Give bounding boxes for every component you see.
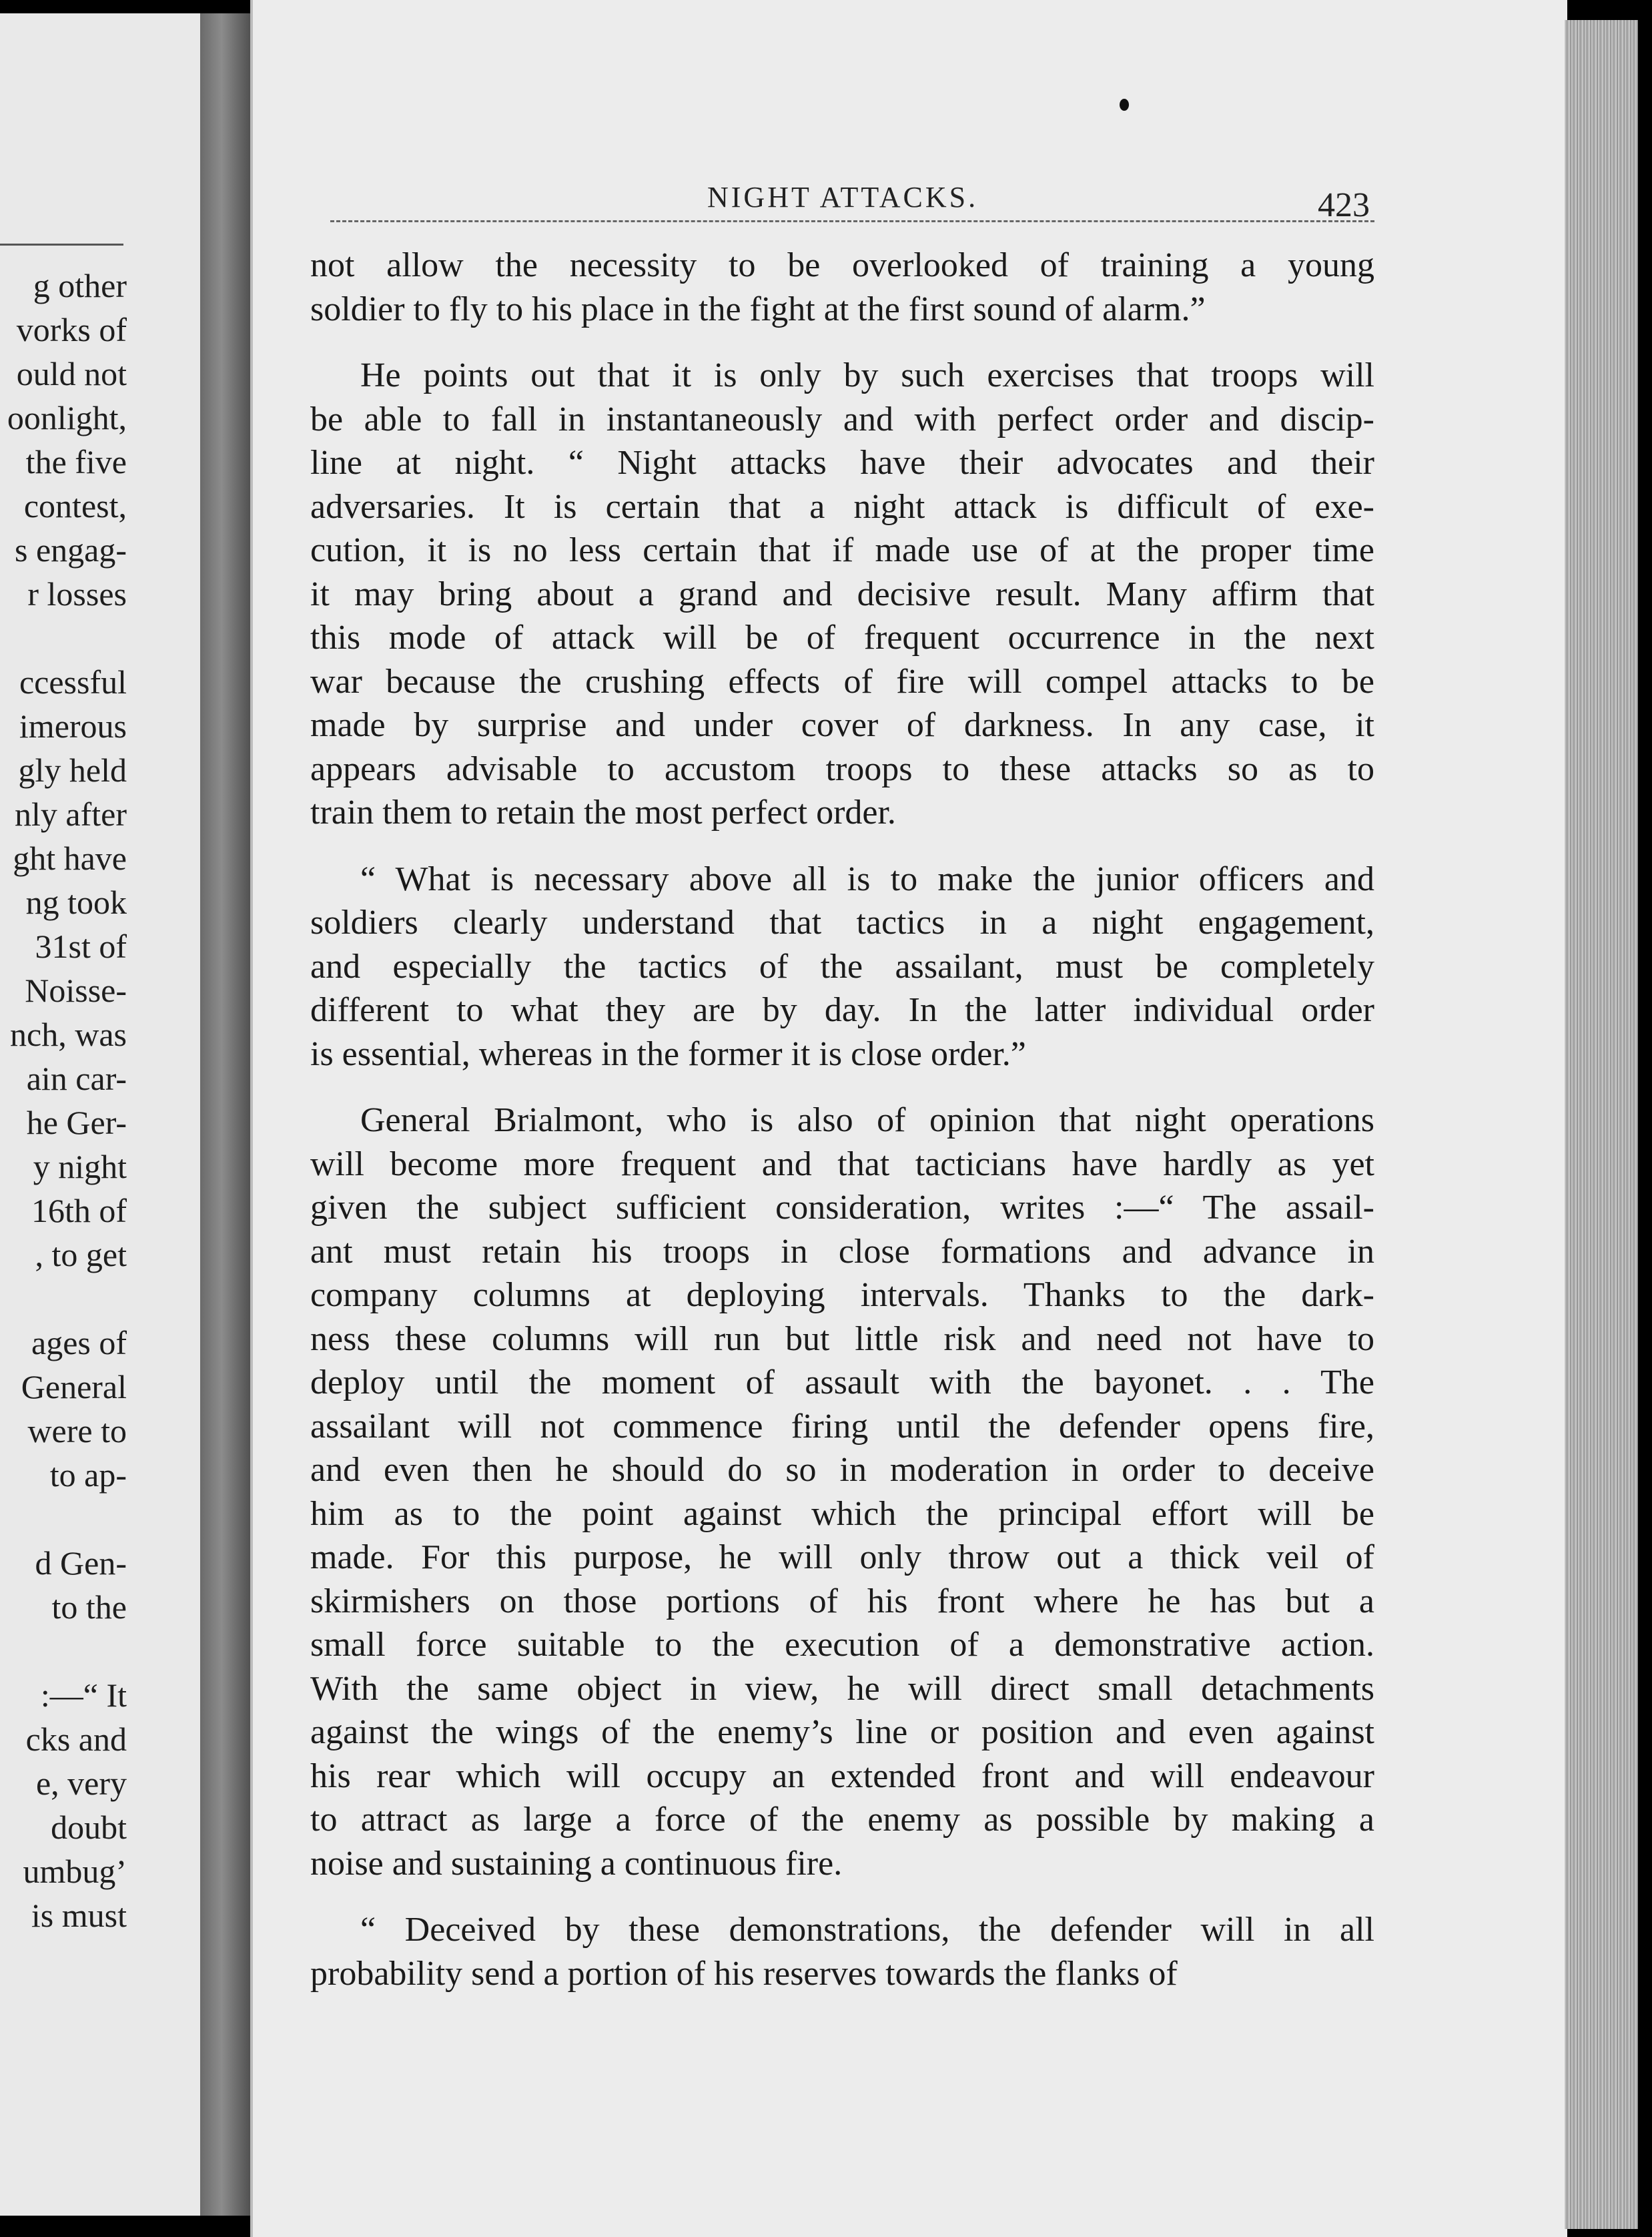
left-page-line: s engag-: [15, 531, 127, 569]
book-gutter: [200, 13, 254, 2216]
text-line: skirmishers on those portions of his front where he has but a: [310, 1582, 1374, 1620]
text-line: him as to the point against which the principal effort will be: [310, 1494, 1374, 1533]
left-page-line: imerous: [19, 707, 127, 745]
left-page-line: the five: [25, 443, 127, 481]
text-line: soldiers clearly understand that tactics in a night engagement,: [310, 904, 1374, 942]
text-line: noise and sustaining a continuous fire.: [310, 1844, 843, 1883]
ink-speck: [1120, 99, 1129, 111]
left-page-line: umbug’: [23, 1853, 127, 1890]
left-page-line: Noisse-: [25, 972, 127, 1009]
left-page-line: ould not: [16, 355, 127, 392]
left-page-text: [0, 264, 127, 1937]
left-page-line: [0, 1629, 127, 1673]
left-page-line: were to: [27, 1412, 127, 1450]
text-line: probability send a portion of his reserves towards the flanks of: [310, 1954, 1178, 1993]
text-line: soldier to fly to his place in the fight at the first sound of alarm.”: [310, 290, 1206, 328]
text-line: this mode of attack will be of frequent occurrence in the next: [310, 619, 1374, 657]
text-line: against the wings of the enemy’s line or position and even against: [310, 1713, 1374, 1751]
text-line: line at night. “ Night attacks have their advocates and their: [310, 444, 1374, 482]
text-line: He points out that it is only by such exercises that troops will: [360, 356, 1374, 394]
left-page-line: oonlight,: [7, 399, 127, 436]
left-page-line: to ap-: [49, 1456, 127, 1494]
text-line: war because the crushing effects of fire will compel attacks to be: [310, 662, 1374, 701]
text-line: his rear which will occupy an extended front and will endeavour: [310, 1756, 1374, 1795]
text-line: is essential, whereas in the former it is close order.”: [310, 1034, 1026, 1073]
text-line: to attract as large a force of the enemy as possible by making a: [310, 1801, 1374, 1839]
left-page-line: [0, 1497, 127, 1541]
left-page-line: g other: [33, 267, 127, 304]
page-number: 423: [1318, 186, 1370, 224]
text-line: adversaries. It is certain that a night attack is difficult of exe-: [310, 487, 1374, 526]
left-page-line: is must: [31, 1897, 127, 1934]
left-page-line: [0, 1277, 127, 1321]
left-page-line: vorks of: [16, 311, 127, 348]
left-page-line: nch, was: [10, 1016, 127, 1053]
text-line: cution, it is no less certain that if made use of at the proper time: [310, 531, 1374, 569]
body-text: [310, 244, 1374, 2018]
left-page-line: cks and: [25, 1720, 127, 1758]
text-line: and especially the tactics of the assailant, must be completely: [310, 947, 1374, 986]
text-line: assailant will not commence firing until the defender opens fire,: [310, 1407, 1374, 1446]
paragraph: [310, 1098, 1374, 1885]
left-page-line: to the: [51, 1588, 127, 1626]
left-page-rule: [0, 244, 123, 246]
text-line: With the same object in view, he will direct small detachments: [310, 1669, 1374, 1708]
left-page-line: e, very: [35, 1765, 127, 1802]
text-line: it may bring about a grand and decisive result. Many affirm that: [310, 575, 1374, 613]
left-page-line: 31st of: [35, 928, 127, 965]
paragraph: [310, 858, 1374, 1076]
left-facing-page: [0, 13, 208, 2216]
text-line: train them to retain the most perfect order.: [310, 793, 896, 832]
running-head: NIGHT ATTACKS.: [707, 181, 979, 214]
text-line: “ Deceived by these demonstrations, the defender will in all: [360, 1911, 1374, 1949]
paragraph: [310, 1908, 1374, 1995]
left-page-line: ng took: [25, 884, 127, 921]
left-page-line: :—“ It: [40, 1676, 127, 1714]
left-page-line: ain car-: [26, 1060, 127, 1097]
text-line: be able to fall in instantaneously and with perfect order and discip-: [310, 400, 1374, 438]
text-line: will become more frequent and that tacticians have hardly as yet: [310, 1145, 1374, 1183]
text-line: made by surprise and under cover of darkness. In any case, it: [310, 706, 1374, 744]
left-page-line: 16th of: [31, 1192, 127, 1229]
page-edges: [1565, 20, 1638, 2229]
header-rule: [330, 220, 1374, 222]
left-page-line: contest,: [23, 487, 127, 525]
text-line: deploy until the moment of assault with the bayonet. . . The: [310, 1363, 1374, 1401]
left-page-line: ght have: [13, 840, 127, 877]
left-page-line: d Gen-: [35, 1544, 127, 1582]
left-page-line: [0, 616, 127, 660]
left-page-line: , to get: [35, 1236, 127, 1273]
text-line: ant must retain his troops in close formations and advance in: [310, 1232, 1374, 1271]
text-line: General Brialmont, who is also of opinion that night operations: [360, 1101, 1374, 1139]
left-page-line: r losses: [27, 575, 127, 613]
text-line: different to what they are by day. In the latter individual order: [310, 991, 1374, 1029]
left-page-line: gly held: [18, 751, 127, 789]
text-line: not allow the necessity to be overlooked of training a young: [310, 246, 1374, 284]
text-line: given the subject sufficient consideration, writes :—“ The assail-: [310, 1189, 1374, 1227]
text-line: small force suitable to the execution of a demonstrative action.: [310, 1626, 1374, 1664]
left-page-line: doubt: [51, 1809, 127, 1846]
paragraph: [310, 354, 1374, 835]
text-line: company columns at deploying intervals. Thanks to the dark-: [310, 1276, 1374, 1314]
left-page-line: nly after: [15, 795, 127, 833]
left-page-line: General: [21, 1368, 127, 1405]
left-page-line: ages of: [31, 1324, 127, 1361]
text-line: “ What is necessary above all is to make the junior officers and: [360, 860, 1374, 898]
text-line: ness these columns will run but little risk and need not have to: [310, 1319, 1374, 1358]
text-line: and even then he should do so in moderation in order to deceive: [310, 1451, 1374, 1489]
text-line: appears advisable to accustom troops to these attacks so as to: [310, 749, 1374, 788]
text-line: made. For this purpose, he will only throw out a thick veil of: [310, 1538, 1374, 1576]
paragraph: [310, 244, 1374, 331]
left-page-line: ccessful: [19, 663, 127, 701]
left-page-line: he Ger-: [26, 1104, 127, 1141]
left-page-line: y night: [33, 1148, 127, 1185]
